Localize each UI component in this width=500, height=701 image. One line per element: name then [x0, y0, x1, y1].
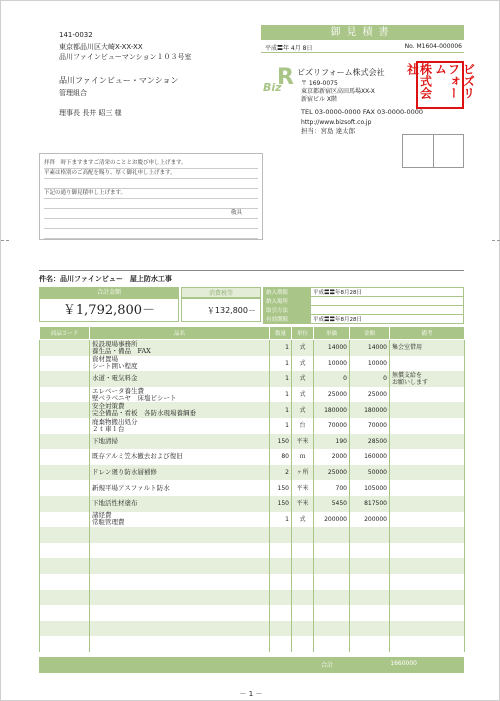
cell-note [390, 480, 465, 496]
cell-price: 2000 [314, 449, 350, 465]
cell-unit [292, 543, 314, 559]
seal-text-3: 株式会社 [405, 63, 433, 99]
table-row [40, 496, 465, 512]
info-value: 平成〓〓年8月28日 [311, 315, 464, 324]
info-key: 有効期限 [264, 315, 311, 324]
cell-qty: 1 [270, 371, 292, 387]
cell-unit: ｍ [292, 449, 314, 465]
info-value [311, 297, 464, 306]
cell-note [390, 356, 465, 372]
cell-qty [270, 543, 292, 559]
cell-amount: 25000 [350, 387, 390, 403]
table-row [40, 434, 465, 450]
cell-name: 水道・電気料金 [90, 371, 270, 387]
cell-name [90, 543, 270, 559]
cell-qty: 1 [270, 387, 292, 403]
cell-amount: 105000 [350, 480, 390, 496]
tax-value: ￥132,800－ [181, 298, 261, 322]
seal-text-2: フォーム [433, 63, 461, 99]
cell-code [40, 636, 90, 652]
cell-unit: 式 [292, 340, 314, 356]
table-row [40, 574, 465, 590]
table-row [40, 371, 465, 387]
cell-qty [270, 636, 292, 652]
items-table [39, 326, 465, 652]
cell-amount: 0 [350, 371, 390, 387]
cell-qty: 1 [270, 512, 292, 528]
recipient-postal: 141-0032 [59, 31, 93, 39]
cell-note [390, 590, 465, 606]
cell-code [40, 402, 90, 418]
cell-name: 仮設現場事務所 養生品・備品 FAX [90, 340, 270, 356]
page-number: － 1 － [239, 690, 263, 698]
info-value: 平成〓〓年8月28日 [311, 288, 464, 297]
cell-price [314, 527, 350, 543]
info-key: 取引方法 [264, 306, 311, 315]
cell-price: 25000 [314, 465, 350, 481]
cell-price: 190 [314, 434, 350, 450]
table-row [40, 465, 465, 481]
cell-qty: 1 [270, 402, 292, 418]
cell-name [90, 574, 270, 590]
cell-amount: 180000 [350, 402, 390, 418]
cell-price [314, 621, 350, 637]
cell-price [314, 590, 350, 606]
cell-note [390, 434, 465, 450]
info-key: 納入期限 [264, 288, 311, 297]
tax-label: 消費税等 [181, 287, 261, 298]
cell-note [390, 543, 465, 559]
info-row [264, 288, 464, 297]
greeting-closing: 敬具 [44, 208, 258, 219]
cell-price: 5450 [314, 496, 350, 512]
cell-amount [350, 558, 390, 574]
info-key: 納入場所 [264, 297, 311, 306]
cell-note [390, 574, 465, 590]
issuer-person: 担当：宮島 達太郎 [301, 127, 356, 135]
cell-qty: 2 [270, 465, 292, 481]
cell-price [314, 636, 350, 652]
cell-note [390, 512, 465, 528]
cell-code [40, 543, 90, 559]
column-header: 単位 [292, 327, 314, 340]
cell-price: 25000 [314, 387, 350, 403]
greeting-box [39, 153, 263, 240]
cell-name: 新規平場アスファルト防水 [90, 480, 270, 496]
cell-amount [350, 574, 390, 590]
approval-stamp-box [402, 134, 464, 168]
fold-mark-left [1, 240, 9, 241]
cell-note: 無償支給を お願いします [390, 371, 465, 387]
table-row [40, 512, 465, 528]
cell-code [40, 512, 90, 528]
cell-qty [270, 605, 292, 621]
greeting-line-3: 下記の通り御見積申し上げます。 [44, 188, 258, 199]
cell-unit: 平米 [292, 496, 314, 512]
cell-amount: 160000 [350, 449, 390, 465]
recipient-name: 品川ファインビュー・マンション [59, 76, 179, 85]
document-title: 御見積書 [261, 25, 464, 40]
cell-qty [270, 574, 292, 590]
subject-line: 件名：品川ファインビュー 屋上防水工事 [39, 275, 172, 283]
recipient-person: 理事長 長井 昭三 様 [59, 109, 122, 117]
cell-name: 下地活性材塗布 [90, 496, 270, 512]
cell-qty [270, 527, 292, 543]
table-row [40, 621, 465, 637]
cell-amount [350, 527, 390, 543]
table-row [40, 590, 465, 606]
column-header: 金額 [350, 327, 390, 340]
greeting-blank-4 [44, 228, 258, 239]
issuer-url: http://www.bizsoft.co.jp [301, 119, 372, 126]
sum-value: 1660000 [390, 660, 417, 667]
cell-code [40, 558, 90, 574]
cell-name: 廃棄物搬出処分 ２ｔ車１台 [90, 418, 270, 434]
column-header: 備考 [390, 327, 465, 340]
cell-unit: 式 [292, 356, 314, 372]
cell-name: エレベータ養生費 壁ベラベニヤ 床塩ビシート [90, 387, 270, 403]
table-row [40, 387, 465, 403]
company-logo-biz: Biz [263, 81, 282, 94]
table-row [40, 340, 465, 356]
cell-price: 70000 [314, 418, 350, 434]
cell-amount [350, 636, 390, 652]
cell-amount: 50000 [350, 465, 390, 481]
title-underline [261, 40, 464, 53]
issuer-postal: 〒 169-0075 [301, 80, 338, 87]
cell-price [314, 605, 350, 621]
cell-unit: 式 [292, 512, 314, 528]
cell-note [390, 496, 465, 512]
issuer-tel: TEL 03-0000-0000 FAX 03-0000-0000 [301, 108, 424, 116]
issuer-company: ビズリフォーム株式会社 [297, 68, 385, 77]
cell-price: 10000 [314, 356, 350, 372]
issuer-address1: 東京都新宿区高田馬場XX-X [301, 88, 375, 95]
recipient-address2: 品川ファインビューマンション１０３号室 [59, 53, 192, 61]
cell-name: 安全対策費 完全備品・看板 各防水現場養綱垂 [90, 402, 270, 418]
cell-code [40, 356, 90, 372]
table-row [40, 543, 465, 559]
cell-code [40, 449, 90, 465]
cell-code [40, 621, 90, 637]
info-row [264, 306, 464, 315]
cell-note [390, 605, 465, 621]
cell-name: 既存アルミ笠木撤去および復旧 [90, 449, 270, 465]
greeting-line-1: 拝啓 時下ますますご清栄のこととお慶び申し上げます。 [44, 158, 258, 169]
cell-code [40, 371, 90, 387]
cell-price [314, 543, 350, 559]
cell-qty: 1 [270, 356, 292, 372]
table-row [40, 527, 465, 543]
total-amount-value: ￥1,792,800－ [39, 298, 179, 322]
cell-price: 180000 [314, 402, 350, 418]
cell-price [314, 574, 350, 590]
cell-name [90, 605, 270, 621]
document-number: No. M1604-000006 [404, 43, 462, 50]
cell-code [40, 605, 90, 621]
column-header: 品名 [90, 327, 270, 340]
cell-code [40, 496, 90, 512]
cell-note [390, 402, 465, 418]
seal-text-1: ビズリ [461, 63, 476, 99]
cell-note [390, 449, 465, 465]
cell-note [390, 387, 465, 403]
cell-amount: 28500 [350, 434, 390, 450]
cell-code [40, 590, 90, 606]
cell-amount [350, 621, 390, 637]
cell-qty: 1 [270, 418, 292, 434]
cell-unit [292, 574, 314, 590]
cell-name: 下地清掃 [90, 434, 270, 450]
greeting-line-2: 平素は格別のご高配を賜り、厚く御礼申し上げます。 [44, 168, 258, 179]
cell-name: 諸経費 常駐管理費 [90, 512, 270, 528]
cell-note [390, 636, 465, 652]
table-row [40, 480, 465, 496]
cell-qty [270, 621, 292, 637]
cell-name [90, 636, 270, 652]
cell-unit: 平米 [292, 434, 314, 450]
cell-name: ドレン廻り防水層補修 [90, 465, 270, 481]
cell-price: 14000 [314, 340, 350, 356]
cell-price: 200000 [314, 512, 350, 528]
column-header: 商品コード [40, 327, 90, 340]
cell-unit: 式 [292, 402, 314, 418]
cell-price: 0 [314, 371, 350, 387]
issuer-address2: 新宿ビル X階 [301, 96, 338, 103]
cell-unit: 平米 [292, 480, 314, 496]
cell-code [40, 527, 90, 543]
info-row [264, 315, 464, 324]
table-row [40, 605, 465, 621]
cell-amount [350, 543, 390, 559]
cell-price: 700 [314, 480, 350, 496]
cell-amount: 14000 [350, 340, 390, 356]
company-seal [405, 61, 476, 109]
info-value [311, 306, 464, 315]
cell-amount [350, 590, 390, 606]
cell-unit [292, 558, 314, 574]
cell-amount: 817500 [350, 496, 390, 512]
cell-price [314, 558, 350, 574]
cell-code [40, 387, 90, 403]
column-header: 単価 [314, 327, 350, 340]
cell-code [40, 418, 90, 434]
cell-unit: ヶ所 [292, 465, 314, 481]
cell-note [390, 465, 465, 481]
table-row [40, 418, 465, 434]
delivery-info-table [263, 287, 464, 324]
cell-qty: 150 [270, 480, 292, 496]
cell-qty: 150 [270, 434, 292, 450]
cell-note [390, 527, 465, 543]
cell-unit [292, 605, 314, 621]
cell-amount: 70000 [350, 418, 390, 434]
cell-code [40, 340, 90, 356]
cell-code [40, 434, 90, 450]
cell-unit [292, 590, 314, 606]
cell-note [390, 418, 465, 434]
cell-note: 集会室借用 [390, 340, 465, 356]
cell-qty: 150 [270, 496, 292, 512]
sum-label: 合計 [321, 662, 334, 669]
cell-code [40, 574, 90, 590]
cell-unit: 台 [292, 418, 314, 434]
info-row [264, 297, 464, 306]
total-amount-label: 合計金額 [39, 287, 179, 298]
cell-qty: 80 [270, 449, 292, 465]
cell-name [90, 621, 270, 637]
cell-unit [292, 621, 314, 637]
cell-qty [270, 590, 292, 606]
cell-amount: 200000 [350, 512, 390, 528]
cell-name [90, 527, 270, 543]
items-total-row [39, 657, 464, 673]
cell-amount: 10000 [350, 356, 390, 372]
recipient-org: 管理組合 [59, 89, 87, 97]
column-header: 数量 [270, 327, 292, 340]
cell-amount [350, 605, 390, 621]
cell-unit [292, 527, 314, 543]
cell-name: 資材置場 シート囲い程度 [90, 356, 270, 372]
table-row [40, 356, 465, 372]
table-row [40, 636, 465, 652]
company-logo-r: R [277, 65, 294, 90]
cell-unit: 式 [292, 371, 314, 387]
cell-code [40, 480, 90, 496]
cell-qty: 1 [270, 340, 292, 356]
cell-unit: 式 [292, 387, 314, 403]
recipient-address1: 東京都品川区大崎X-XX-XX [59, 43, 143, 51]
issue-date: 平成〓年 4月 8日 [265, 45, 313, 52]
cell-name [90, 558, 270, 574]
cell-note [390, 558, 465, 574]
section-divider [39, 270, 464, 271]
cell-note [390, 621, 465, 637]
table-row [40, 449, 465, 465]
cell-unit [292, 636, 314, 652]
table-row [40, 558, 465, 574]
cell-qty [270, 558, 292, 574]
cell-code [40, 465, 90, 481]
cell-name [90, 590, 270, 606]
fold-mark-right [492, 240, 500, 241]
table-row [40, 402, 465, 418]
